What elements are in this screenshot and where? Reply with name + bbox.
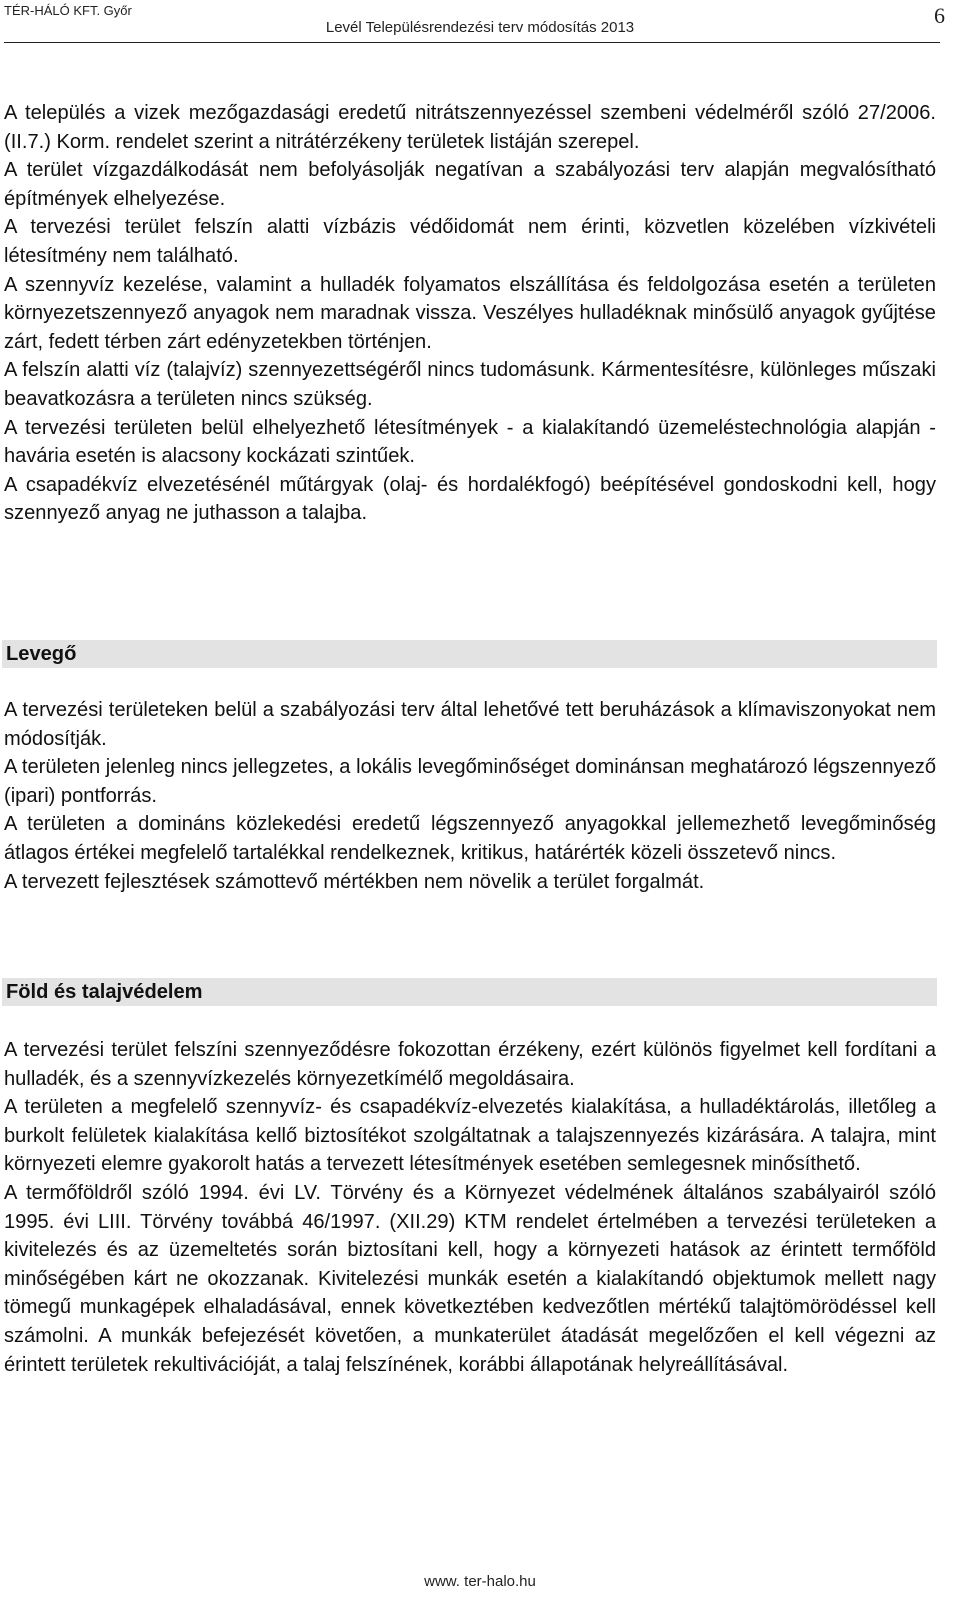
header-company: TÉR-HÁLÓ KFT. Győr bbox=[4, 3, 132, 18]
paragraph: A területen a megfelelő szennyvíz- és csapadékvíz-elvezetés kialakítása, a hulladéktárolás, illetőleg a burkolt felületek kialakítása kellő biztosítékot szolgáltatnak a talajszennyezés kizárására. A talajra, mint környezeti elemre gyakorolt hatás a tervezett létesítmények esetében semlegesnek minősíthető. bbox=[4, 1096, 936, 1176]
paragraph: A termőföldről szóló 1994. évi LV. Törvény és a Környezet védelmének általános szabályairól szóló 1995. évi LIII. Törvény továbbá 46/1997. (XII.29) KTM rendelet értelmében a tervezési területeken a kivitelezés és az üzemeltetés során biztosítani kell, hogy a környezeti hatások az érintett termőföld minőségében kárt ne okozzanak. Kivitelezési munkák esetén a kialakítandó objektumok mellett nagy tömegű munkagépek elhaladásával, ennek következtében kedvezőtlen mértékű talajtömörödéssel kell számolni. A munkák befejezését követően, a munkaterület átadását megelőzően el kell végezni az érintett területek rekultivációját, a talaj felszínének, korábbi állapotának helyreállításával. bbox=[4, 1181, 936, 1376]
paragraph: A terület vízgazdálkodását nem befolyásolják negatívan a szabályozási terv alapján megvalósítható építmények elhelyezése. bbox=[4, 159, 936, 210]
page-number: 6 bbox=[934, 3, 945, 28]
paragraph: A csapadékvíz elvezetésénél műtárgyak (olaj- és hordalékfogó) beépítésével gondoskodni kell, hogy szennyező anyag ne juthasson a talajba. bbox=[4, 473, 936, 525]
intro-water-section bbox=[4, 99, 936, 528]
section-heading-air bbox=[2, 640, 937, 668]
paragraph: A tervezési területen belül elhelyezhető létesítmények - a kialakítandó üzemeléstechnológia alapján - havária esetén is alacsony kockázati szintűek. bbox=[4, 416, 936, 468]
paragraph: A területen jelenleg nincs jellegzetes, a lokális levegőminőséget dominánsan meghatározó légszennyező (ipari) pontforrás. bbox=[4, 756, 936, 807]
header-document-title: Levél Településrendezési terv módosítás 2013 bbox=[325, 19, 635, 36]
paragraph: A tervezési terület felszín alatti vízbázis védőidomát nem érinti, közvetlen közelében vízkivételi létesítmény nem található. bbox=[4, 216, 936, 267]
paragraph: A település a vizek mezőgazdasági eredetű nitrátszennyezéssel szembeni védelméről szóló 27/2006.(II.7.) Korm. rendelet szerint a nitrátérzékeny területek listáján szerepel. bbox=[4, 102, 936, 153]
header-divider bbox=[4, 42, 940, 43]
soil-section bbox=[4, 1036, 936, 1379]
section-title: Levegő bbox=[6, 643, 77, 665]
footer-website: www. ter-halo.hu bbox=[424, 1573, 536, 1590]
paragraph: A tervezési terület felszíni szennyeződésre fokozottan érzékeny, ezért különös figyelmet kell fordítani a hulladék, és a szennyvízkezelés környezetkímélő megoldásaira. bbox=[4, 1039, 936, 1090]
paragraph: A tervezési területeken belül a szabályozási terv által lehetővé tett beruházások a klímaviszonyokat nem módosítják. bbox=[4, 699, 936, 750]
air-section bbox=[4, 696, 936, 896]
paragraph: A területen a domináns közlekedési eredetű légszennyező anyagokkal jellemezhető levegőminőség átlagos értékei megfelelő tartalékkal rendelkeznek, kritikus, határérték közeli összetevő nincs. bbox=[4, 813, 936, 864]
section-title: Föld és talajvédelem bbox=[6, 981, 203, 1003]
section-heading-soil bbox=[2, 978, 937, 1006]
paragraph: A szennyvíz kezelése, valamint a hulladék folyamatos elszállítása és feldolgozása esetén a területen környezetszennyező anyagok nem maradnak vissza. Veszélyes hulladéknak minősülő anyagok gyűjtése zárt, fedett térben zárt edényzetekben történjen. bbox=[4, 273, 936, 353]
paragraph: A tervezett fejlesztések számottevő mértékben nem növelik a terület forgalmát. bbox=[4, 870, 705, 893]
paragraph: A felszín alatti víz (talajvíz) szennyezettségéről nincs tudomásunk. Kármentesítésre, különleges műszaki beavatkozásra a területen nincs szükség. bbox=[4, 359, 936, 410]
